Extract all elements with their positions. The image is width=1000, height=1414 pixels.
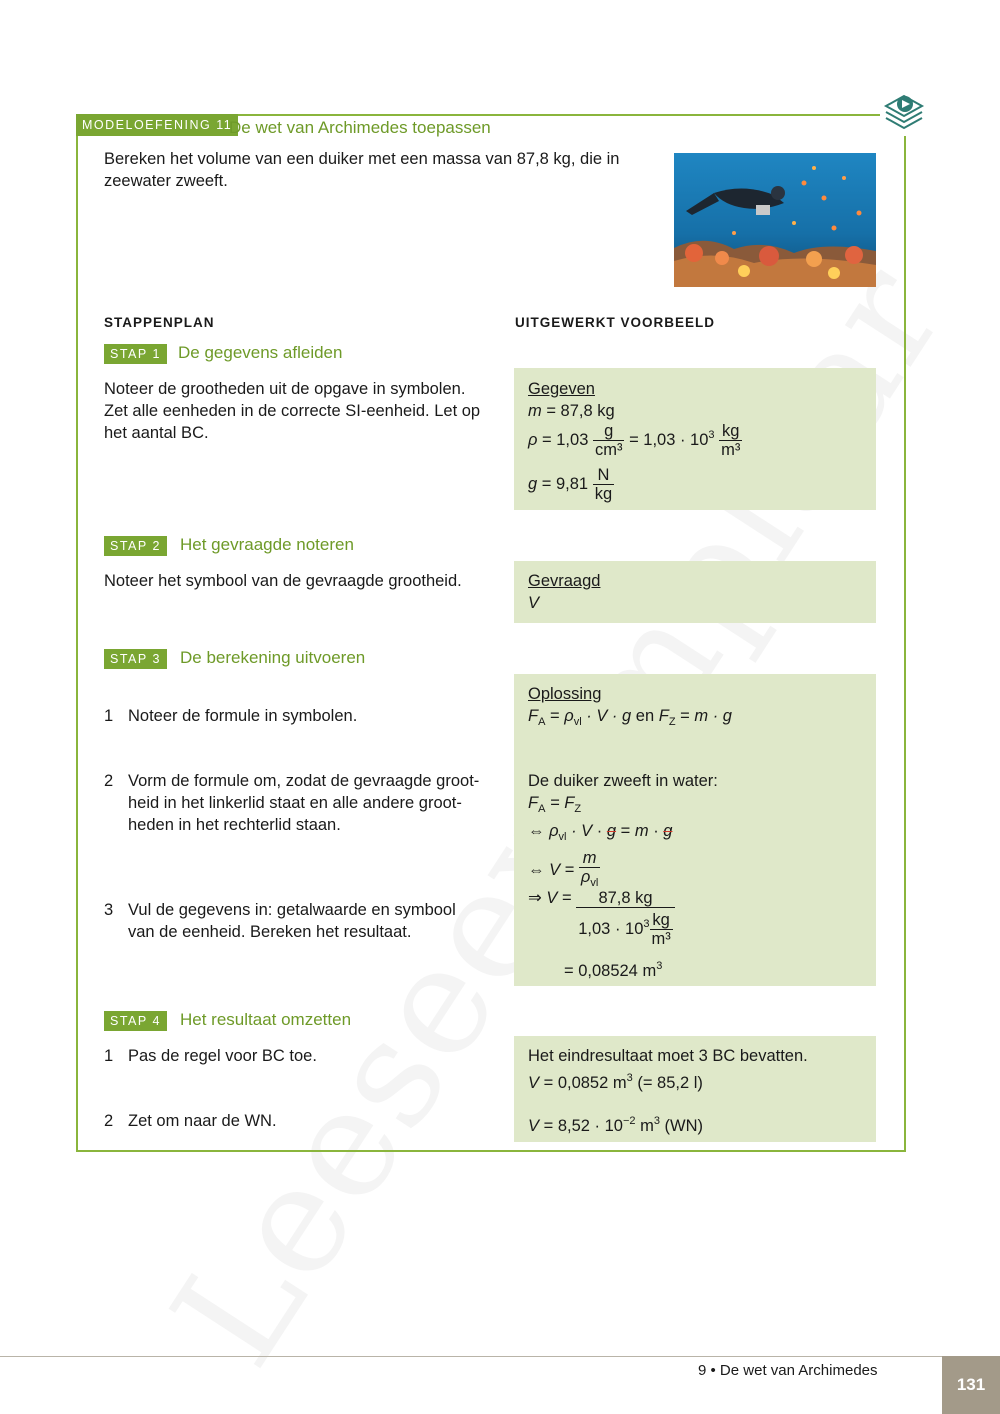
diver-photo (674, 153, 876, 287)
step3-instruction-2a: Vorm de formule om, zodat de gevraagde groot- (128, 772, 480, 790)
step1-instruction-2: Zet alle eenheden in de correcte SI-eenheid. Let op (104, 402, 481, 420)
gegeven-title: Gegeven (528, 380, 595, 398)
page-number: 131 (942, 1356, 1000, 1414)
equation-substituted: ⇒ V = 87,8 kg $1,03 \cdot 10^3$ $\frac{kg}{\text{m³}}$ (528, 889, 675, 948)
step3-instruction-2b: heid in het linkerlid staat en alle andere groot- (128, 794, 462, 812)
step4-title: Het resultaat omzetten (180, 1010, 352, 1029)
step4-number-2: 2 (104, 1112, 114, 1130)
footer-chapter: 9 • De wet van Archimedes (698, 1362, 878, 1379)
equation-cancel-g: ⇔ $\rho_{vl} \cdot V \cdot g = m \cdot g$ (528, 822, 673, 843)
column-header-stappenplan: STAPPENPLAN (104, 315, 215, 330)
fa-equals-fz: $F_A = F_Z$ (528, 794, 582, 815)
gevraagd-title: Gevraagd (528, 572, 601, 590)
step3-number-3: 3 (104, 901, 114, 919)
step2-tag: STAP 2 (104, 536, 167, 556)
task-line-2: zeewater zweeft. (104, 172, 228, 190)
footer-divider (0, 1356, 1000, 1357)
step3-instruction-3a: Vul de gegevens in: getalwaarde en symbool (128, 901, 456, 919)
step3-instruction-1: Noteer de formule in symbolen. (128, 707, 358, 725)
step3-instruction-3b: van de eenheid. Bereken het resultaat. (128, 923, 412, 941)
step3-instruction-2c: heden in het rechterlid staan. (128, 816, 341, 834)
zweeft-text: De duiker zweeft in water: (528, 772, 718, 790)
task-line-1: Bereken het volume van een duiker met een massa van 87,8 kg, die in (104, 150, 620, 168)
step3-tag: STAP 3 (104, 649, 167, 669)
step4-bc-note: Het eindresultaat moet 3 BC bevatten. (528, 1047, 808, 1065)
step2-title: Het gevraagde noteren (180, 535, 354, 554)
step3-number-2: 2 (104, 772, 114, 790)
step4-tag: STAP 4 (104, 1011, 167, 1031)
column-header-voorbeeld: UITGEWERKT VOORBEELD (515, 315, 716, 330)
given-mass: m = 87,8 kg (528, 402, 615, 420)
step4-result-bc: V = 0,0852 $m^3$ (= 85,2 l) (528, 1072, 703, 1092)
step1-instruction-1: Noteer de grootheden uit de opgave in symbolen. (104, 380, 466, 398)
calculation-result: = 0,08524 $m^3$ (564, 960, 663, 980)
exercise-tag: MODELOEFENING 11 (76, 114, 238, 136)
oplossing-title: Oplossing (528, 685, 602, 703)
step4-number-1: 1 (104, 1047, 114, 1065)
given-density: ρ = 1,03 $\frac{g}{\text{cm³}}$ = $1,03 \cdot 10^3$ $\frac{kg}{\text{m³}}$ (528, 422, 741, 459)
step3-title: De berekening uitvoeren (180, 648, 366, 667)
gevraagd-value: V (528, 594, 540, 612)
formula-symbols: $F_A = \rho_{vl} \cdot V \cdot g$ en $F_Z = m \cdot g$ (528, 707, 732, 728)
step1-title: De gegevens afleiden (178, 343, 343, 362)
exercise-title: De wet van Archimedes toepassen (229, 118, 491, 137)
given-gravity: g = 9,81 $\frac{N}{kg}$ (528, 466, 613, 503)
step4-instruction-2: Zet om naar de WN. (128, 1112, 277, 1130)
step3-number-1: 1 (104, 707, 114, 725)
step1-tag: STAP 1 (104, 344, 167, 364)
equation-v-formula: ⇔ V = $\frac{m}{\rho_{vl}}$ (528, 849, 599, 889)
step2-instruction: Noteer het symbool van de gevraagde grootheid. (104, 572, 462, 590)
digital-layers-icon[interactable] (880, 92, 928, 136)
step4-result-wn: $V = 8,52 \cdot 10^{-2}$ $m^3$ (WN) (528, 1115, 704, 1135)
step4-instruction-1: Pas de regel voor BC toe. (128, 1047, 317, 1065)
step1-instruction-3: het aantal BC. (104, 424, 209, 442)
